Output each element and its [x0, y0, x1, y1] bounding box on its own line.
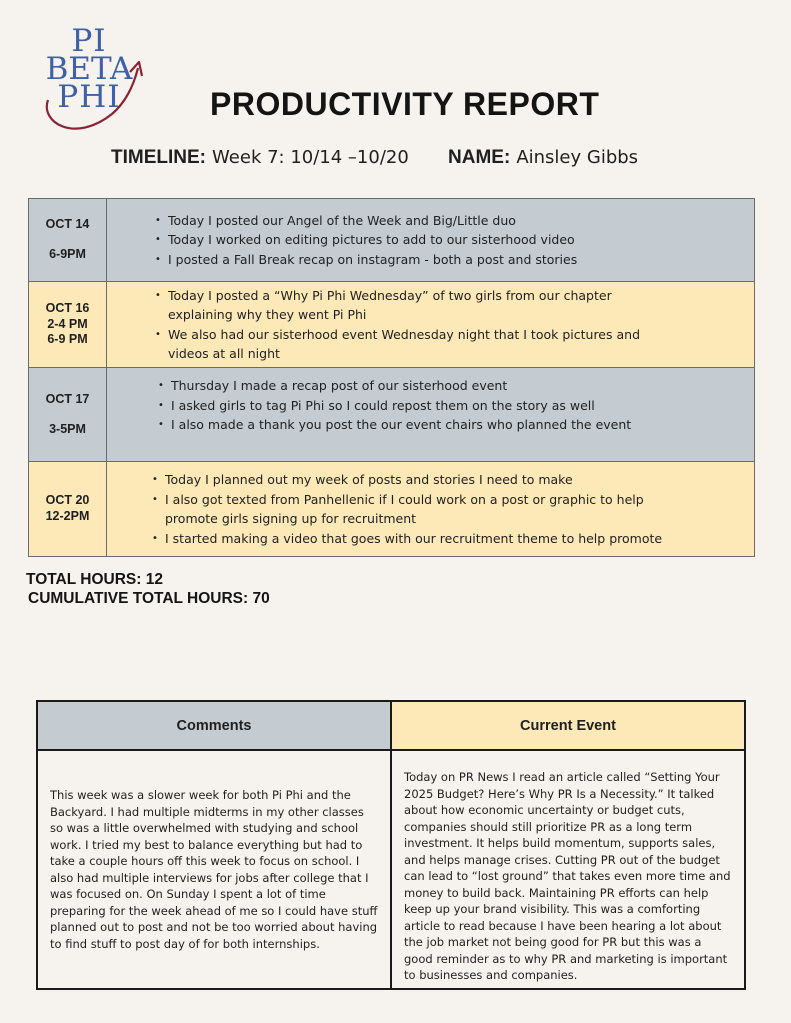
- activity-cell: [107, 282, 755, 368]
- entry-time: 3-5PM: [49, 421, 86, 436]
- list-item: • Today I posted our Angel of the Week and Big/Little duo: [168, 211, 753, 231]
- current-event-header: Current Event: [392, 702, 744, 751]
- table-row: [29, 282, 755, 368]
- name-label: NAME:: [448, 147, 511, 168]
- entry-date: OCT 16: [45, 301, 90, 316]
- entry-time-2: 6-9 PM: [47, 332, 88, 347]
- date-cell: [29, 368, 107, 462]
- list-item: • Today I worked on editing pictures to add to our sisterhood video: [168, 230, 753, 250]
- entry-date: OCT 20: [45, 493, 90, 508]
- timeline-value: Week 7: 10/14 –10/20: [212, 147, 409, 168]
- page-title: PRODUCTIVITY REPORT: [210, 86, 600, 122]
- list-item: • I also got texted from Panhellenic if I could work on a post or graphic to help promote girls signing up for recruitment: [165, 490, 683, 529]
- logo-line-pi: PI: [71, 23, 107, 59]
- table-row: [29, 368, 755, 462]
- logo-line-beta: BETA: [45, 51, 133, 87]
- current-event-column: [392, 702, 744, 988]
- list-item: • I asked girls to tag Pi Phi so I could repost them on the story as well: [171, 396, 753, 416]
- date-cell: [29, 462, 107, 557]
- activity-list: [108, 211, 753, 270]
- activity-log-table: [28, 198, 755, 557]
- comments-body-cell: [38, 751, 390, 988]
- list-item: • Today I planned out my week of posts and stories I need to make: [165, 470, 683, 490]
- table-row: [29, 199, 755, 282]
- current-event-text: Today on PR News I read an article called “Setting Your 2025 Budget? Here’s Why PR Is a Necessity.” It talked about how economic uncertainty or budget cuts, companies should still prioritize PR as a long term investment. It helps build momentum, supports sales, and helps manage crises. Cutting PR out of the budget can lead to “lost ground” that takes even more time and money to build back. Maintaining PR efforts can help keep up your brand visibility. This was a comforting article to read because I have been hearing a lot about the job market not being good for PR but this was a good reminder as to why PR and marketing is important to businesses and companies.: [404, 770, 731, 982]
- comments-header: Comments: [38, 702, 390, 751]
- pi-beta-phi-logo: [34, 22, 149, 140]
- notes-table: [36, 700, 746, 990]
- logo-line-phi: PHI: [57, 79, 121, 115]
- entry-time: 6-9PM: [49, 247, 86, 261]
- activity-cell: [107, 368, 755, 462]
- activity-cell: [107, 462, 755, 557]
- comments-text: This week was a slower week for both Pi Phi and the Backyard. I had multiple midterms in my other classes so was a little overwhelmed with studying and school work. I tried my best to balance everything but had to take a couple hours off this week to focus on school. I also had multiple interviews for jobs after college that I was focused on. On Sunday I spent a lot of time preparing for the week ahead of me so I could have stuff planned out to post and not be too worried about having to find stuff to post day of for both internships.: [50, 788, 378, 951]
- entry-date: OCT 14: [45, 217, 90, 232]
- entry-time: 2-4 PM: [47, 316, 88, 331]
- list-item: • Thursday I made a recap post of our sisterhood event: [171, 376, 753, 396]
- list-item: • We also had our sisterhood event Wednesday night that I took pictures and videos at all night: [168, 325, 643, 364]
- entry-time: 12-2PM: [45, 509, 90, 523]
- date-cell: [29, 199, 107, 282]
- totals-block: [26, 570, 270, 608]
- total-hours: TOTAL HOURS: 12: [26, 571, 163, 588]
- timeline-label: TIMELINE:: [111, 147, 206, 168]
- activity-list: [108, 376, 753, 435]
- list-item: • I posted a Fall Break recap on instagram - both a post and stories: [168, 250, 753, 270]
- name-line: [448, 146, 638, 169]
- activity-cell: [107, 199, 755, 282]
- comments-column: [38, 702, 392, 988]
- cumulative-total-hours: CUMULATIVE TOTAL HOURS: 70: [28, 590, 270, 607]
- entry-date: OCT 17: [45, 391, 90, 406]
- timeline-line: [111, 146, 409, 169]
- list-item: • I started making a video that goes with our recruitment theme to help promote: [165, 529, 683, 549]
- date-cell: [29, 282, 107, 368]
- current-event-body-cell: [392, 751, 744, 988]
- list-item: • Today I posted a “Why Pi Phi Wednesday” of two girls from our chapter explaining why they went Pi Phi: [168, 286, 643, 325]
- name-value: Ainsley Gibbs: [516, 147, 639, 168]
- list-item: • I also made a thank you post the our event chairs who planned the event: [171, 415, 753, 435]
- table-row: [29, 462, 755, 557]
- activity-list: [108, 286, 753, 364]
- activity-list: [108, 470, 753, 548]
